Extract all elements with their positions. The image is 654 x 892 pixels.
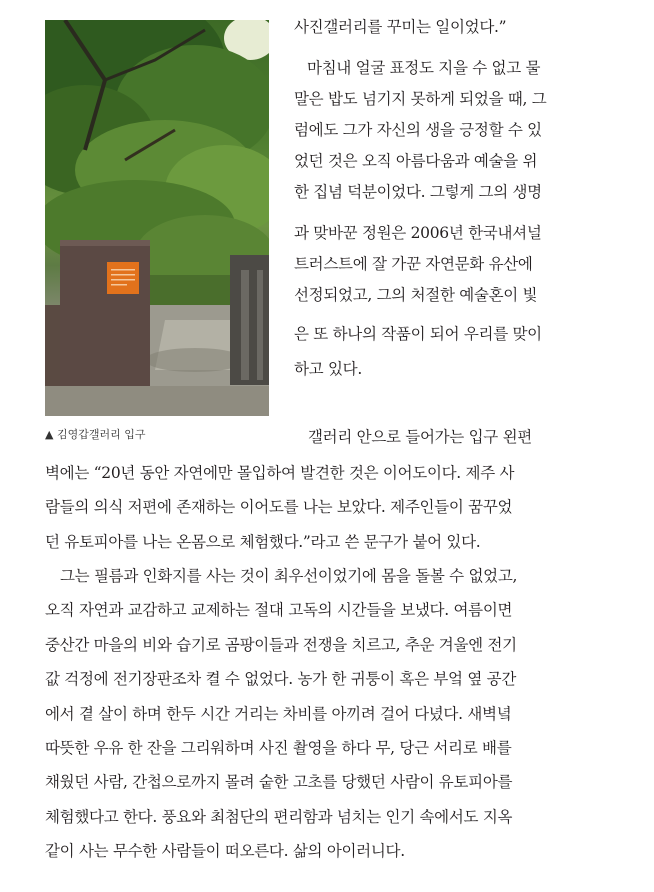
body-line: 오직 자연과 교감하고 교제하는 절대 고독의 시간들을 보냈다. 여름이면 [45, 601, 513, 619]
gallery-entrance-photo [45, 20, 269, 416]
body-line: 벽에는 “20년 동안 자연에만 몰입하여 발견한 것은 이어도이다. 제주 사 [45, 464, 515, 482]
body-line: 값 걱정에 전기장판조차 켤 수 없었다. 농가 한 귀퉁이 혹은 부엌 옆 공간 [45, 670, 516, 688]
body-line: 중산간 마을의 비와 습기로 곰팡이들과 전쟁을 치르고, 추운 겨울엔 전기 [45, 636, 517, 654]
body-line: 갤러리 안으로 들어가는 입구 왼편 [308, 428, 532, 446]
side-line: 사진갤러리를 꾸미는 일이었다.” [294, 18, 507, 36]
body-line: 같이 사는 무수한 사람들이 떠오른다. 삶의 아이러니다. [45, 842, 405, 860]
gallery-sign-plate [107, 262, 139, 294]
body-line: 따뜻한 우유 한 잔을 그리워하며 사진 촬영을 하다 무, 당근 서리로 배를 [45, 739, 512, 757]
body-line: 그는 필름과 인화지를 사는 것이 최우선이었기에 몸을 돌볼 수 없었고, [60, 567, 518, 585]
side-line: 었던 것은 오직 아름다움과 예술을 위 [294, 152, 538, 170]
side-line: 럼에도 그가 자신의 생을 긍정할 수 있 [294, 121, 542, 139]
side-line: 은 또 하나의 작품이 되어 우리를 맞이 [294, 325, 542, 343]
body-line: 체험했다고 한다. 풍요와 최첨단의 편리함과 넘치는 인기 속에서도 지옥 [45, 808, 513, 826]
side-line: 말은 밥도 넘기지 못하게 되었을 때, 그 [294, 90, 547, 108]
body-line: 에서 곁 살이 하며 한두 시간 거리는 차비를 아끼려 걸어 다녔다. 새벽녘 [45, 705, 512, 723]
body-line: 채웠던 사람, 간첩으로까지 몰려 숱한 고초를 당했던 사람이 유토피아를 [45, 773, 513, 791]
body-line: 던 유토피아를 나는 온몸으로 체험했다.”라고 쓴 문구가 붙어 있다. [45, 533, 481, 551]
side-line: 선정되었고, 그의 처절한 예술혼이 빛 [294, 286, 538, 304]
body-line: 람들의 의식 저편에 존재하는 이어도를 나는 보았다. 제주인들이 꿈꾸었 [45, 498, 513, 516]
side-line: 마침내 얼굴 표정도 지을 수 없고 물 [307, 59, 541, 77]
side-line: 과 맞바꾼 정원은 2006년 한국내셔널 [294, 224, 542, 242]
side-line: 한 집념 덕분이었다. 그렇게 그의 생명 [294, 183, 542, 201]
gallery-entrance-illustration [45, 20, 269, 416]
side-line: 트러스트에 잘 가꾼 자연문화 유산에 [294, 255, 533, 273]
photo-caption: ▲ 김영갑갤러리 입구 [45, 428, 146, 441]
side-line: 하고 있다. [294, 360, 362, 378]
